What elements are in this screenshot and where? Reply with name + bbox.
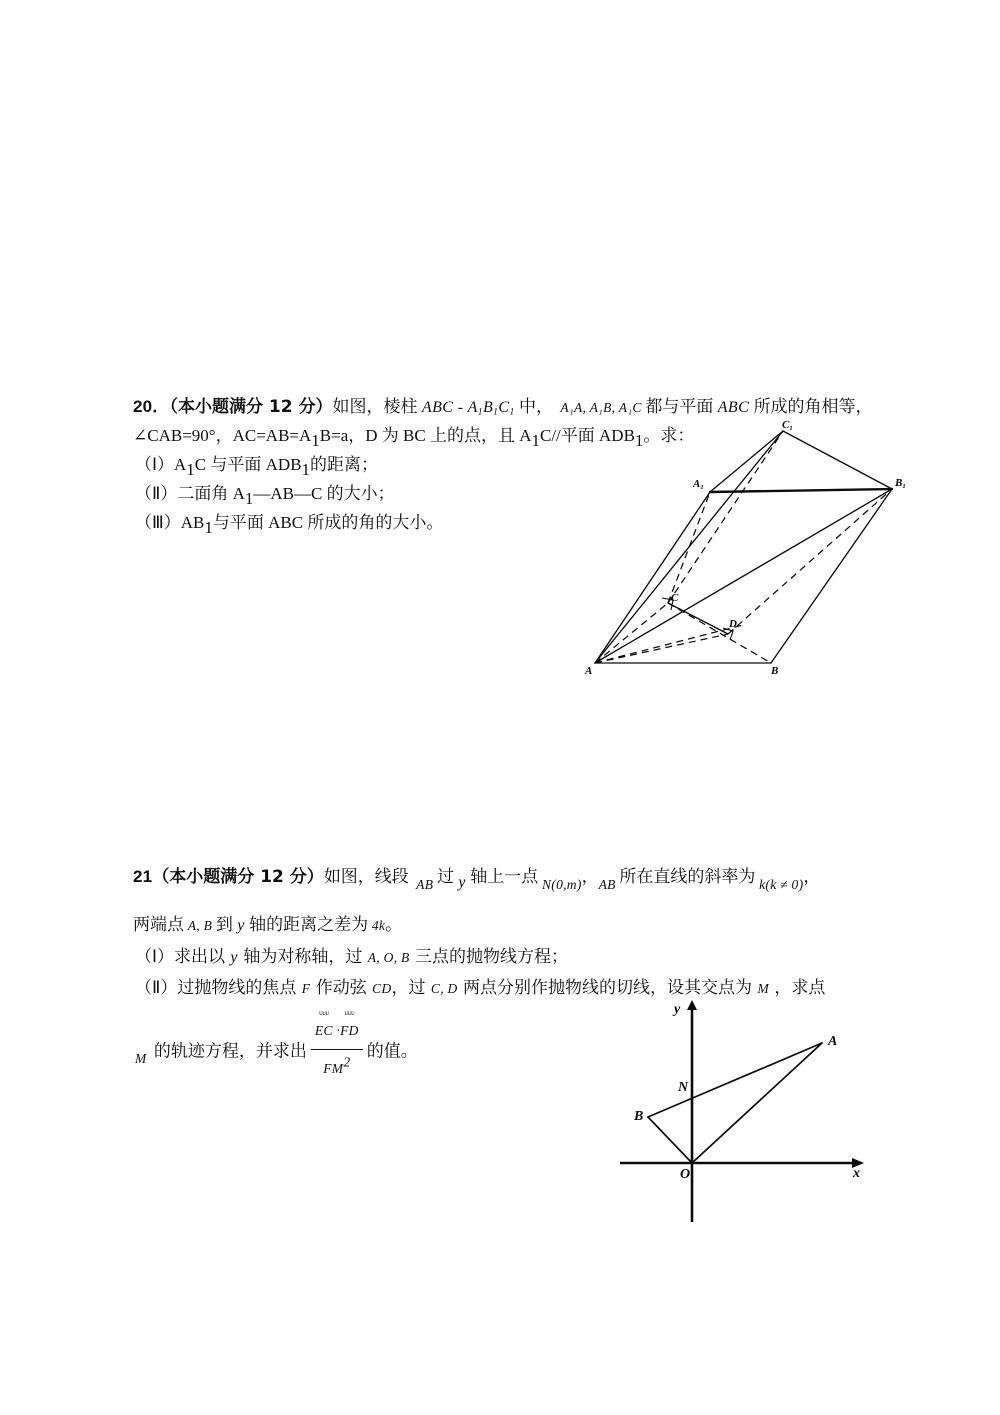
part-sub-a: 1 [244,488,254,508]
prism-svg [583,420,923,680]
part-seg-a: 求出以 [174,947,231,967]
problem-20-lead-4: 所成的角相等， [753,397,873,417]
problem-21-line2-4k: 4k [371,918,386,933]
edge-C-C1-dashed [668,431,783,603]
problem-20-edges-math: A₁A, A₁B, A₁C [560,400,642,415]
fraction-denominator: $FM^2$ [323,1054,351,1076]
locus-text-a: 的轨迹方程，并求出 [153,1041,307,1062]
problem-20-number: 20． [133,397,170,416]
problem-20-plane-abc: ABC [717,399,750,416]
part-sub-a: 1 [186,459,195,479]
part-math-c: C, D [430,981,458,996]
ratio-fraction [311,1012,363,1086]
problem-20-line-1 [133,392,873,422]
point-label-A: A [828,1034,838,1049]
edge-A1-C1 [710,431,783,492]
problem-20-lead-2: 中， [519,397,554,417]
segment-O-A [692,1043,822,1163]
part-math-b: CD [372,981,392,996]
problem-20-line2-sub: 1 [311,430,320,450]
point-label-N: N [678,1080,689,1095]
point-label-B: B [634,1109,644,1124]
locus-text-b: 的值。 [366,1041,418,1062]
edge-A-C1 [595,431,783,663]
problem-20-prism-label: ABC - $A_1B_1C_1$ [421,399,515,418]
part-text-b: 与平面 ABC 所成的角的大小。 [212,513,444,532]
problem-21-line2-y: y [237,917,245,934]
y-axis-arrow [687,1000,697,1010]
problem-20-lead-1: 如图，棱柱 [332,397,418,417]
locus-point-m: M [135,1051,147,1067]
problem-20-line2-c: C//平面 ADB [539,426,635,445]
problem-21-lead-4: 所在直线的斜率为 [619,867,756,887]
origin-label: O [680,1167,691,1182]
figure-vertex-label-A1: $A_1$ [693,478,704,491]
part-seg-c: ，过 [391,978,431,998]
x-axis-label: x [853,1166,860,1181]
figure-vertex-label-D: D [729,618,737,630]
part-marker: （Ⅱ） [135,484,178,504]
problem-20-part-2 [135,479,395,509]
problem-21-marks: （本小题满分 12 分） [152,867,324,887]
problem-21-segment-ab-2: AB [598,877,616,892]
problem-20-line2-a: ∠CAB=90°，AC=AB=A [133,426,312,445]
problem-21-lead-1: 如图，线段 [323,867,409,887]
edge-C-D-solid [668,603,728,634]
edge-B-B1 [771,489,892,663]
part-text-b: C 与平面 ADB [194,455,302,474]
part-marker: （Ⅰ） [135,455,175,475]
problem-21-last-line [135,1012,418,1086]
vector-ec: ᴜᴜᴜ EC [314,1011,333,1038]
part-seg-b: 作动弦 [310,978,373,998]
problem-21-line-2 [133,910,402,940]
problem-21-part-2 [135,973,825,1003]
figure-vertex-label-B: B [771,665,779,677]
part-text-a: 二面角 A [177,484,245,503]
part-text-c: 的距离； [310,455,379,474]
problem-20-line2-d: 。求： [643,426,695,445]
problem-20-line2-b: B=a，D 为 BC 上的点，且 A [319,426,532,445]
problem-21-axis-y: y [458,874,466,891]
problem-21-line2-b: 到 [215,915,233,935]
part-seg-b: 轴为对称轴，过 [237,947,368,967]
problem-21-figure [600,1000,880,1240]
segment-B-O [648,1117,692,1163]
edge-A1-B1 [710,489,892,492]
figure-vertex-label-C: C [671,592,679,604]
vector-arrow-mark: ᴜᴜᴜ [318,1011,329,1016]
problem-21-segment-ab: AB [416,877,434,892]
fraction-dot: · [332,1023,341,1038]
vector-arrow-mark: ᴜᴜᴜ [344,1011,355,1016]
part-text-b: —AB—C 的大小； [253,484,395,503]
problem-21-line-1 [133,862,820,892]
part-seg-e: ，求点 [768,978,826,998]
part-seg-c: 三点的抛物线方程； [409,947,568,967]
problem-21-comma-1: ， [581,867,599,887]
edge-D-B1-dashed [728,489,892,634]
fraction-numerator [311,1012,363,1050]
problem-20-line2-sub3: 1 [634,430,644,450]
figure-vertex-label-B1: $B_1$ [895,477,906,490]
edge-C-B-dashed [668,603,771,663]
figure-vertex-label-A: A [585,665,593,677]
problem-20-line2-sub2: 1 [531,430,540,450]
part-seg-a: 过抛物线的焦点 [177,978,302,998]
problem-21-part-1 [135,942,568,972]
figure-vertex-label-C1: $C_1$ [782,419,793,432]
part-marker: （Ⅱ） [135,978,178,998]
problem-20-marks: （本小题满分 12 分） [169,397,333,417]
problem-21-line2-c: 轴的距离之差为 [249,915,369,935]
segment-B-A [648,1043,822,1117]
part-math-d: M [757,981,769,996]
problem-20-figure [583,420,923,680]
y-axis-label: y [674,1002,681,1017]
part-seg-d: 两点分别作抛物线的切线，设其交点为 [457,978,758,998]
problem-21-number: 21 [133,867,153,886]
problem-20-lead-3: 都与平面 [645,397,714,417]
edge-C1-B1 [783,431,892,489]
problem-21-lead-3: 轴上一点 [470,867,539,887]
part-text-a: AB [180,513,205,532]
part-math-a: y [230,949,238,966]
vector-fd: ᴜᴜᴜ FD [340,1011,359,1038]
part-sub-a: 1 [204,517,213,537]
part-text-a: A [174,455,187,474]
problem-21-slope-k: k(k ≠ 0) [759,877,804,892]
problem-21-comma-2: ， [803,867,821,887]
problem-21-line2-a: 两端点 [133,915,184,935]
problem-20-part-3 [135,508,443,538]
problem-21-line2-d: 。 [385,915,403,935]
part-math-a: F [301,981,311,996]
part-sub-b: 1 [301,459,311,479]
part-marker: （Ⅲ） [135,513,181,533]
problem-20-part-1 [135,450,378,480]
problem-21-line2-ab: A, B [187,918,213,933]
problem-21-point-n: N(0,m) [541,877,582,892]
edge-A-B1 [595,489,892,663]
part-math-b: A, O, B [367,950,410,965]
part-marker: （Ⅰ） [135,947,175,967]
problem-21-lead-2: 过 [436,867,454,887]
